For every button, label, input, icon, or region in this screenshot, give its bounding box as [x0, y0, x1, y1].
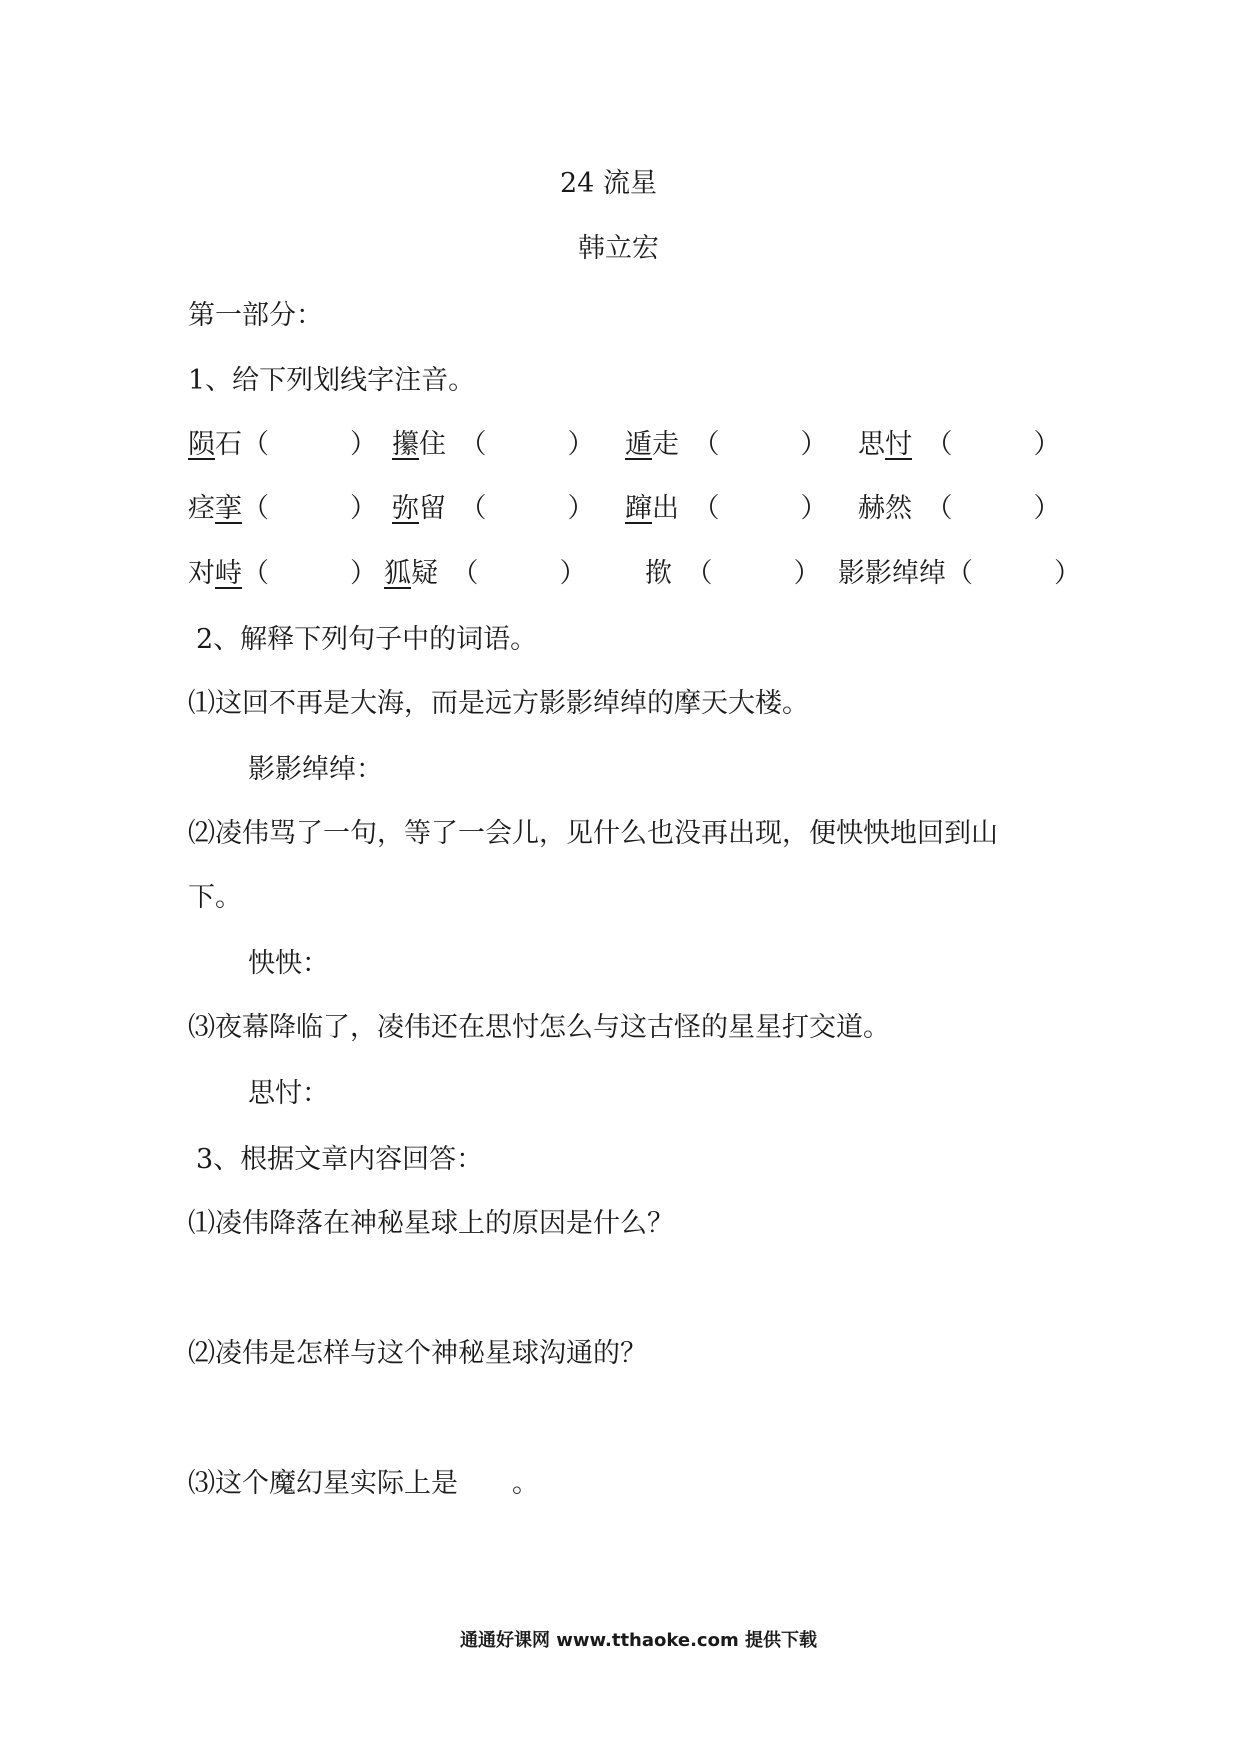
question-3-b: ⑵凌伟是怎样与这个神秘星球沟通的？ [188, 1338, 647, 1369]
question-3-heading: 3、根据文章内容回答： [196, 1144, 484, 1175]
part-label: 第一部分： [188, 300, 323, 331]
question-2-heading: 2、解释下列句子中的词语。 [196, 624, 538, 655]
page-title: 24 流星 [560, 168, 657, 199]
sentence-3: ⑶夜幕降临了，凌伟还在思忖怎么与这古怪的星星打交道。 [188, 1012, 890, 1043]
sentence-1: ⑴这回不再是大海，而是远方影影绰绰的摩天大楼。 [188, 688, 809, 719]
sentence-2: ⑵凌伟骂了一句，等了一会儿，见什么也没再出现，便怏怏地回到山 [188, 818, 998, 849]
pinyin-item: 揿 （ ） [645, 558, 821, 589]
author-name: 韩立宏 [578, 233, 659, 264]
pinyin-item: 弥留 （ ） [392, 493, 595, 524]
pinyin-item: 陨石（ ） [188, 429, 377, 460]
pinyin-item: 对峙（ ） [188, 558, 377, 589]
pinyin-item: 攥住 （ ） [392, 429, 595, 460]
pinyin-item: 思忖 （ ） [858, 429, 1061, 460]
word-2-prompt: 怏怏： [248, 948, 329, 979]
pinyin-item: 狐疑 （ ） [384, 558, 587, 589]
question-3-c: ⑶这个魔幻星实际上是 。 [188, 1468, 539, 1499]
word-1-prompt: 影影绰绰： [248, 754, 383, 785]
question-3-a: ⑴凌伟降落在神秘星球上的原因是什么？ [188, 1208, 674, 1239]
pinyin-item: 赫然 （ ） [858, 493, 1061, 524]
pinyin-item: 蹿出 （ ） [625, 493, 828, 524]
sentence-2-continued: 下。 [188, 882, 242, 913]
pinyin-item: 影影绰绰（ ） [838, 558, 1081, 589]
pinyin-item: 遁走 （ ） [625, 429, 828, 460]
pinyin-item: 痉挛（ ） [188, 493, 377, 524]
footer-credit: 通通好课网 www.tthaoke.com 提供下载 [460, 1630, 817, 1651]
word-3-prompt: 思忖： [248, 1078, 329, 1109]
question-1-heading: 1、给下列划线字注音。 [188, 365, 476, 396]
